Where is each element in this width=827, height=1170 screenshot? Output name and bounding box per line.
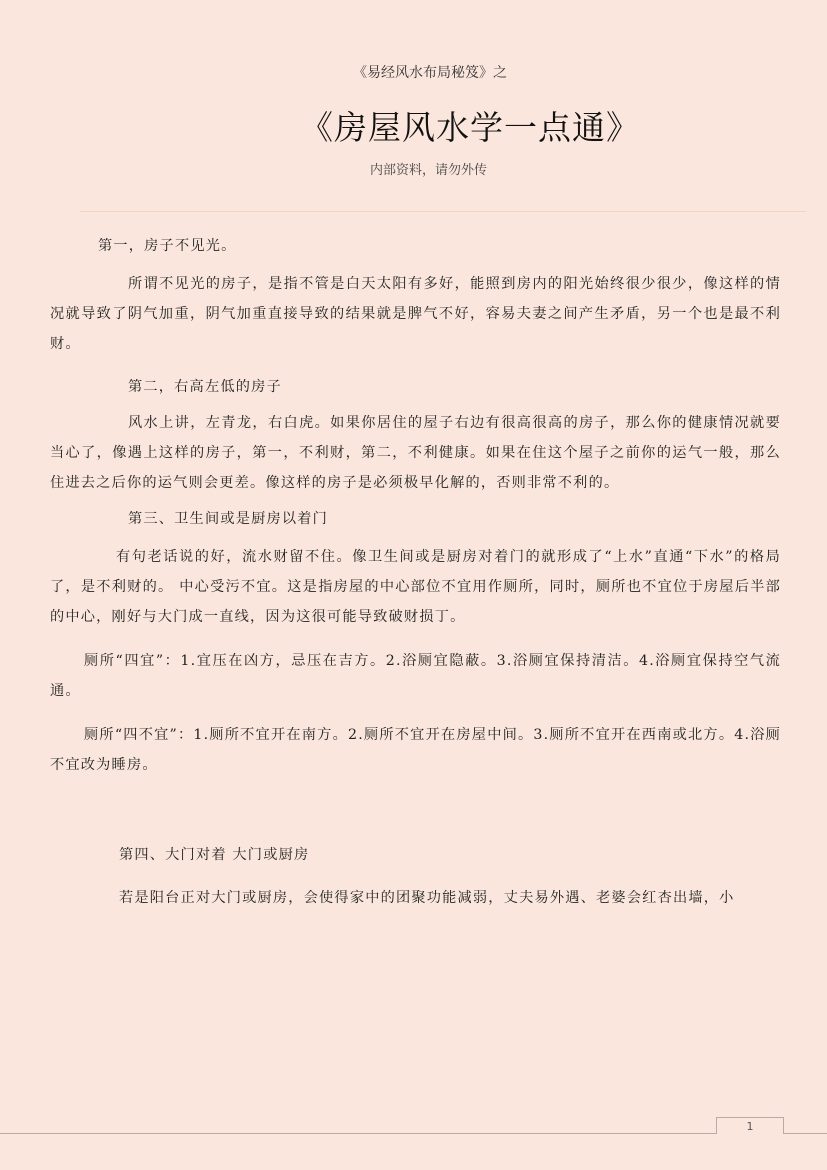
document-body xyxy=(50,231,781,913)
section-3-toilet-do-list: 厕所“四宜”：1.宜压在凶方，忌压在吉方。2.浴厕宜隐蔽。3.浴厕宜保持清洁。4.浴厕宜保持空气流通。 xyxy=(50,653,781,699)
section-2-paragraph: 风水上讲，左青龙，右白虎。如果你居住的屋子右边有很高很高的房子，那么你的健康情况就要当心了，像遇上这样的房子，第一，不利财，第二，不利健康。如果在住这个屋子之前你的运气一般，那么住进去之后你的运气则会更差。像这样的房子是必须极早化解的，否则非常不利的。 xyxy=(50,415,781,491)
section-heading-3: 第三、卫生间或是厨房以着门 xyxy=(128,511,329,527)
document-subtitle: 内部资料，请勿外传 xyxy=(369,163,487,178)
document-series-title: 《易经风水布局秘笈》之 xyxy=(353,65,507,81)
footer-divider xyxy=(0,1133,827,1134)
document-title: 《房屋风水学一点通》 xyxy=(300,108,640,147)
section-4-paragraph: 若是阳台正对大门或厨房，会使得家中的团聚功能减弱，丈夫易外遇、老婆会红杏出墙，小 xyxy=(119,890,735,906)
section-heading-1: 第一，房子不见光。 xyxy=(98,238,237,254)
page-number: 1 xyxy=(716,1117,784,1134)
section-3-toilet-dont-list: 厕所“四不宜”：1.厕所不宜开在南方。2.厕所不宜开在房屋中间。3.厕所不宜开在西南或北方。4.浴厕不宜改为睡房。 xyxy=(50,727,781,773)
header-divider xyxy=(80,211,806,212)
section-3-paragraph: 有句老话说的好，流水财留不住。像卫生间或是厨房对着门的就形成了“上水”直通“下水”的格局了，是不利财的。 中心受污不宜。这是指房屋的中心部位不宜用作厕所，同时，厕所也不宜位于房屋后半部的中心，刚好与大门成一直线，因为这很可能导致破财损丁。 xyxy=(50,549,781,625)
section-heading-4: 第四、大门对着 大门或厨房 xyxy=(119,847,310,863)
section-1-paragraph: 所谓不见光的房子，是指不管是白天太阳有多好，能照到房内的阳光始终很少很少，像这样的情况就导致了阴气加重，阴气加重直接导致的结果就是脾气不好，容易夫妻之间产生矛盾，另一个也是最不利财。 xyxy=(50,276,781,352)
section-heading-2: 第二，右高左低的房子 xyxy=(128,379,282,395)
